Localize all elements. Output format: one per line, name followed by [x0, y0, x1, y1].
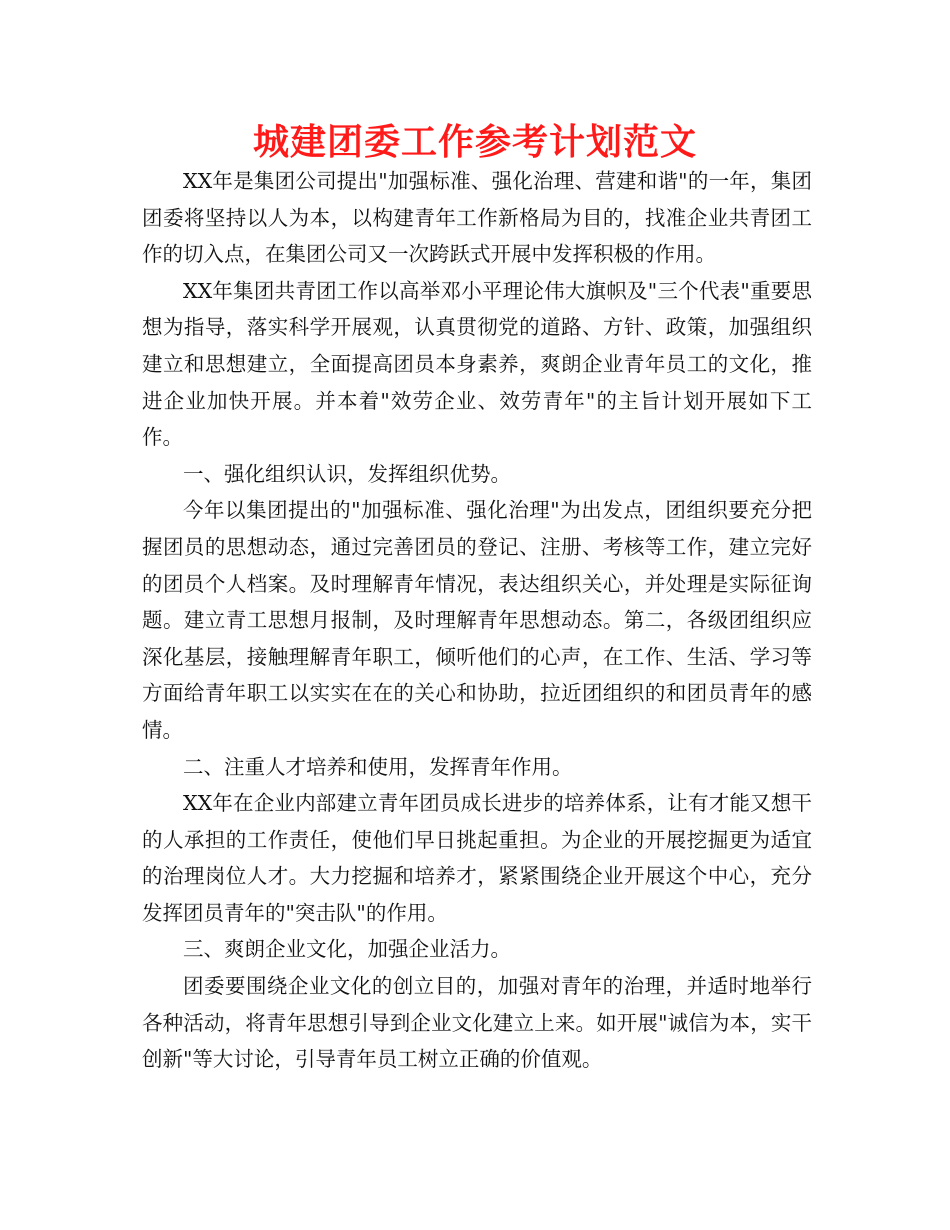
- paragraph-intro: XX年是集团公司提出"加强标准、强化治理、营建和谐"的一年，集团团委将坚持以人为本，以构建青年工作新格局为目的，找准企业共青团工作的切入点，在集团公司又一次跨跃式开展中发挥积极的作用。: [142, 169, 812, 267]
- section-heading-1: 一、强化组织认识，发挥组织优势。: [183, 461, 511, 486]
- paragraph-guiding-thought: XX年集团共青团工作以高举邓小平理论伟大旗帜及"三个代表"重要思想为指导，落实科学开展观，认真贯彻党的道路、方针、政策，加强组织建立和思想建立，全面提高团员本身素养，爽朗企业青年员工的文化，推进企业加快开展。并本着"效劳企业、效劳青年"的主旨计划开展如下工作。: [142, 278, 812, 450]
- document-body: [142, 163, 812, 1078]
- paragraph-section-2: XX年在企业内部建立青年团员成长进步的培养体系，让有才能又想干的人承担的工作责任，使他们早日挑起重担。为企业的开展挖掘更为适宜的治理岗位人才。大力挖掘和培养才，紧紧围绕企业开展这个中心，充分发挥团员青年的"突击队"的作用。: [142, 791, 812, 925]
- section-heading-2: 二、注重人才培养和使用，发挥青年作用。: [183, 754, 573, 779]
- section-heading-3: 三、爽朗企业文化，加强企业活力。: [183, 937, 511, 962]
- paragraph-section-1: 今年以集团提出的"加强标准、强化治理"为出发点，团组织要充分把握团员的思想动态，通过完善团员的登记、注册、考核等工作，建立完好的团员个人档案。及时理解青年情况，表达组织关心，并处理是实际征询题。建立青工思想月报制，及时理解青年思想动态。第二，各级团组织应深化基层，接触理解青年职工，倾听他们的心声，在工作、生活、学习等方面给青年职工以实实在在的关心和协助，拉近团组织的和团员青年的感情。: [142, 498, 812, 742]
- paragraph-section-3: 团委要围绕企业文化的创立目的，加强对青年的治理，并适时地举行各种活动，将青年思想引导到企业文化建立上来。如开展"诚信为本，实干创新"等大讨论，引导青年员工树立正确的价值观。: [142, 974, 812, 1072]
- document-title: 城建团委工作参考计划范文: [252, 122, 697, 163]
